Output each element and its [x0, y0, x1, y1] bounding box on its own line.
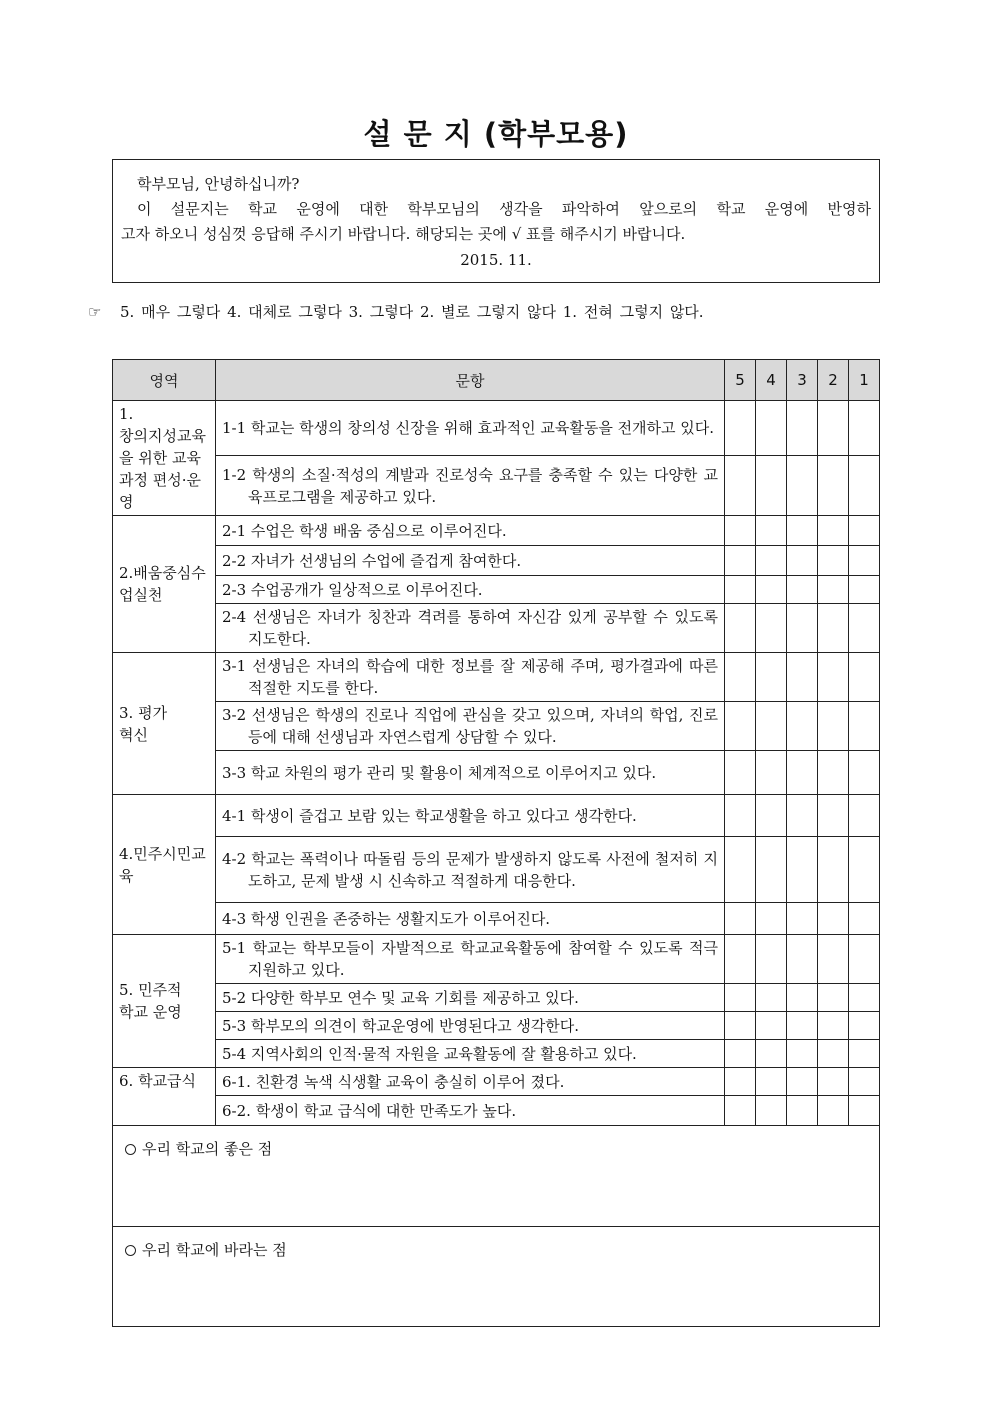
- item-text: 1-2 학생의 소질·적성의 계발과 진로성숙 요구를 충족할 수 있는 다양한 교육프로그램을 제공하고 있다.: [222, 465, 718, 506]
- table-row: [113, 604, 880, 653]
- answer-box-4[interactable]: [756, 456, 787, 516]
- answer-box-3[interactable]: [787, 903, 818, 935]
- answer-box-2[interactable]: [818, 456, 849, 516]
- answer-box-2[interactable]: [818, 837, 849, 903]
- answer-box-3[interactable]: [787, 604, 818, 653]
- answer-box-5[interactable]: [725, 401, 756, 456]
- table-row: [113, 653, 880, 702]
- answer-box-1[interactable]: [849, 1096, 880, 1126]
- answer-box-2[interactable]: [818, 1096, 849, 1126]
- answer-box-2[interactable]: [818, 1040, 849, 1068]
- answer-box-3[interactable]: [787, 837, 818, 903]
- area-cell: 6. 학교급식: [113, 1068, 216, 1126]
- answer-box-2[interactable]: [818, 604, 849, 653]
- answer-box-5[interactable]: [725, 702, 756, 751]
- answer-box-1[interactable]: [849, 984, 880, 1012]
- answer-box-4[interactable]: [756, 1068, 787, 1096]
- table-row: [113, 516, 880, 546]
- comment-good-cell[interactable]: [113, 1126, 880, 1227]
- intro-greeting: 학부모님, 안녕하십니까?: [137, 175, 300, 193]
- item-cell: [216, 1040, 725, 1068]
- page-title: 설 문 지 (학부모용): [363, 117, 629, 151]
- table-header-row: [113, 360, 880, 401]
- answer-box-1[interactable]: [849, 903, 880, 935]
- answer-box-5[interactable]: [725, 516, 756, 546]
- answer-box-1[interactable]: [849, 837, 880, 903]
- intro-date: 2015. 11.: [460, 251, 532, 269]
- item-text: 5-1 학교는 학부모들이 자발적으로 학교교육활동에 참여할 수 있도록 적극 지원하고 있다.: [222, 939, 718, 979]
- answer-box-1[interactable]: [849, 604, 880, 653]
- header-score-3: 3: [787, 360, 818, 401]
- table-row: [113, 1040, 880, 1068]
- item-cell: [216, 751, 725, 795]
- answer-box-3[interactable]: [787, 1096, 818, 1126]
- answer-box-4[interactable]: [756, 702, 787, 751]
- table-row: [113, 837, 880, 903]
- answer-box-1[interactable]: [849, 546, 880, 576]
- answer-box-1[interactable]: [849, 653, 880, 702]
- answer-box-1[interactable]: [849, 935, 880, 984]
- answer-box-1[interactable]: [849, 751, 880, 795]
- answer-box-4[interactable]: [756, 653, 787, 702]
- item-text: 3-2 선생님은 학생의 진로나 직업에 관심을 갖고 있으며, 자녀의 학업, 진로 등에 대해 선생님과 자연스럽게 상담할 수 있다.: [222, 706, 718, 746]
- comment-row-wish: [113, 1227, 880, 1327]
- item-text: 5-3 학부모의 의견이 학교운영에 반영된다고 생각한다.: [222, 1016, 580, 1035]
- answer-box-2[interactable]: [818, 1012, 849, 1040]
- area-cell: 4.민주시민교육: [113, 795, 216, 935]
- item-text: 3-1 선생님은 자녀의 학습에 대한 정보를 잘 제공해 주며, 평가결과에 따른 적절한 지도를 한다.: [222, 657, 718, 697]
- answer-box-1[interactable]: [849, 576, 880, 604]
- item-text: 4-2 학교는 폭력이나 따돌림 등의 문제가 발생하지 않도록 사전에 철저히 지도하고, 문제 발생 시 신속하고 적절하게 대응한다.: [222, 849, 718, 890]
- item-text: 3-3 학교 차원의 평가 관리 및 활용이 체계적으로 이루어지고 있다.: [222, 763, 657, 782]
- answer-box-4[interactable]: [756, 795, 787, 837]
- item-cell: [216, 653, 725, 702]
- item-text: 2-4 선생님은 자녀가 칭찬과 격려를 통하여 자신감 있게 공부할 수 있도록 지도한다.: [222, 608, 718, 648]
- item-cell: [216, 837, 725, 903]
- answer-box-2[interactable]: [818, 795, 849, 837]
- area-cell: 3. 평가 혁신: [113, 653, 216, 795]
- item-text: 4-3 학생 인권을 존중하는 생활지도가 이루어진다.: [222, 909, 551, 928]
- answer-box-2[interactable]: [818, 576, 849, 604]
- answer-box-4[interactable]: [756, 935, 787, 984]
- pointing-hand-icon: ☞: [88, 303, 102, 321]
- item-cell: [216, 604, 725, 653]
- item-text: 5-2 다양한 학부모 연수 및 교육 기회를 제공하고 있다.: [222, 988, 579, 1007]
- answer-box-3[interactable]: [787, 1012, 818, 1040]
- answer-box-3[interactable]: [787, 935, 818, 984]
- answer-box-3[interactable]: [787, 751, 818, 795]
- answer-box-1[interactable]: [849, 1040, 880, 1068]
- answer-box-2[interactable]: [818, 546, 849, 576]
- answer-box-4[interactable]: [756, 1012, 787, 1040]
- answer-box-4[interactable]: [756, 546, 787, 576]
- item-cell: [216, 1096, 725, 1126]
- answer-box-5[interactable]: [725, 935, 756, 984]
- answer-box-4[interactable]: [756, 751, 787, 795]
- area-cell: 5. 민주적 학교 운영: [113, 935, 216, 1068]
- answer-box-5[interactable]: [725, 1096, 756, 1126]
- table-row: [113, 751, 880, 795]
- item-text: 4-1 학생이 즐겁고 보람 있는 학교생활을 하고 있다고 생각한다.: [222, 806, 637, 825]
- answer-box-1[interactable]: [849, 1012, 880, 1040]
- answer-box-5[interactable]: [725, 751, 756, 795]
- item-text: 6-2. 학생이 학교 급식에 대한 만족도가 높다.: [222, 1101, 517, 1120]
- item-text: 2-1 수업은 학생 배움 중심으로 이루어진다.: [222, 521, 507, 540]
- answer-box-5[interactable]: [725, 604, 756, 653]
- answer-box-4[interactable]: [756, 576, 787, 604]
- answer-box-3[interactable]: [787, 653, 818, 702]
- header-score-1: 1: [849, 360, 880, 401]
- answer-box-2[interactable]: [818, 516, 849, 546]
- answer-box-3[interactable]: [787, 576, 818, 604]
- answer-box-2[interactable]: [818, 903, 849, 935]
- item-text: 1-1 학교는 학생의 창의성 신장을 위해 효과적인 교육활동을 전개하고 있다.: [222, 419, 715, 438]
- answer-box-5[interactable]: [725, 984, 756, 1012]
- item-cell: [216, 456, 725, 516]
- item-text: 2-3 수업공개가 일상적으로 이루어진다.: [222, 580, 483, 599]
- header-score-4: 4: [756, 360, 787, 401]
- area-cell: 1. 창의지성교육을 위한 교육과정 편성·운영: [113, 401, 216, 516]
- header-score-2: 2: [818, 360, 849, 401]
- answer-box-3[interactable]: [787, 984, 818, 1012]
- table-row: [113, 935, 880, 984]
- answer-box-3[interactable]: [787, 546, 818, 576]
- answer-box-3[interactable]: [787, 401, 818, 456]
- answer-box-2[interactable]: [818, 751, 849, 795]
- answer-box-2[interactable]: [818, 702, 849, 751]
- item-cell: [216, 516, 725, 546]
- circle-bullet-icon: [125, 1144, 136, 1155]
- survey-table: [112, 359, 880, 1327]
- answer-box-3[interactable]: [787, 795, 818, 837]
- answer-box-2[interactable]: [818, 984, 849, 1012]
- intro-box: [112, 159, 880, 283]
- answer-box-4[interactable]: [756, 604, 787, 653]
- answer-box-4[interactable]: [756, 1096, 787, 1126]
- answer-box-5[interactable]: [725, 456, 756, 516]
- item-cell: [216, 576, 725, 604]
- table-row: [113, 795, 880, 837]
- answer-box-1[interactable]: [849, 702, 880, 751]
- answer-box-5[interactable]: [725, 903, 756, 935]
- header-area: 영역: [113, 360, 216, 401]
- item-cell: [216, 546, 725, 576]
- intro-body-line1: 이 설문지는 학교 운영에 대한 학부모님의 생각을 파악하여 앞으로의 학교 운영에 반영하: [137, 200, 871, 218]
- check-mark-icon: √: [511, 225, 522, 243]
- table-row: [113, 456, 880, 516]
- scale-legend: ☞ 5. 매우 그렇다 4. 대체로 그렇다 3. 그렇다 2. 별로 그렇지 않다 1. 전혀 그렇지 않다.: [88, 303, 704, 321]
- item-text: 6-1. 친환경 녹색 식생활 교육이 충실히 이루어 졌다.: [222, 1072, 565, 1091]
- comment-row-good: [113, 1126, 880, 1227]
- table-row: [113, 702, 880, 751]
- item-cell: [216, 1012, 725, 1040]
- circle-bullet-icon: [125, 1245, 136, 1256]
- comment-wish-label: 우리 학교에 바라는 점: [142, 1241, 287, 1259]
- answer-box-1[interactable]: [849, 1068, 880, 1096]
- answer-box-4[interactable]: [756, 1040, 787, 1068]
- answer-box-3[interactable]: [787, 516, 818, 546]
- item-cell: [216, 935, 725, 984]
- answer-box-1[interactable]: [849, 795, 880, 837]
- answer-box-2[interactable]: [818, 935, 849, 984]
- table-row: [113, 401, 880, 456]
- header-score-5: 5: [725, 360, 756, 401]
- answer-box-4[interactable]: [756, 903, 787, 935]
- item-cell: [216, 702, 725, 751]
- answer-box-5[interactable]: [725, 653, 756, 702]
- answer-box-5[interactable]: [725, 576, 756, 604]
- comment-good-label: 우리 학교의 좋은 점: [142, 1140, 273, 1158]
- answer-box-2[interactable]: [818, 401, 849, 456]
- answer-box-4[interactable]: [756, 837, 787, 903]
- answer-box-1[interactable]: [849, 456, 880, 516]
- item-text: 2-2 자녀가 선생님의 수업에 즐겁게 참여한다.: [222, 551, 522, 570]
- comment-wish-cell[interactable]: [113, 1227, 880, 1327]
- answer-box-3[interactable]: [787, 702, 818, 751]
- answer-box-5[interactable]: [725, 1040, 756, 1068]
- table-row: [113, 576, 880, 604]
- item-cell: [216, 903, 725, 935]
- table-row: [113, 1068, 880, 1096]
- table-row: [113, 1096, 880, 1126]
- answer-box-5[interactable]: [725, 795, 756, 837]
- item-cell: [216, 1068, 725, 1096]
- answer-box-3[interactable]: [787, 1068, 818, 1096]
- answer-box-1[interactable]: [849, 516, 880, 546]
- area-cell: 2.배움중심수업실천: [113, 516, 216, 653]
- header-item: 문항: [216, 360, 725, 401]
- item-cell: [216, 401, 725, 456]
- table-row: [113, 546, 880, 576]
- answer-box-5[interactable]: [725, 546, 756, 576]
- item-text: 5-4 지역사회의 인적·물적 자원을 교육활동에 잘 활용하고 있다.: [222, 1044, 637, 1063]
- table-row: [113, 984, 880, 1012]
- answer-box-3[interactable]: [787, 1040, 818, 1068]
- answer-box-2[interactable]: [818, 1068, 849, 1096]
- answer-box-4[interactable]: [756, 516, 787, 546]
- intro-body-line2: 고자 하오니 성심껏 응답해 주시기 바랍니다. 해당되는 곳에 √ 표를 해주시기 바랍니다.: [121, 225, 686, 243]
- answer-box-5[interactable]: [725, 1068, 756, 1096]
- answer-box-5[interactable]: [725, 1012, 756, 1040]
- answer-box-4[interactable]: [756, 984, 787, 1012]
- answer-box-5[interactable]: [725, 837, 756, 903]
- item-cell: [216, 984, 725, 1012]
- item-cell: [216, 795, 725, 837]
- table-row: [113, 903, 880, 935]
- answer-box-3[interactable]: [787, 456, 818, 516]
- answer-box-4[interactable]: [756, 401, 787, 456]
- answer-box-1[interactable]: [849, 401, 880, 456]
- answer-box-2[interactable]: [818, 653, 849, 702]
- table-row: [113, 1012, 880, 1040]
